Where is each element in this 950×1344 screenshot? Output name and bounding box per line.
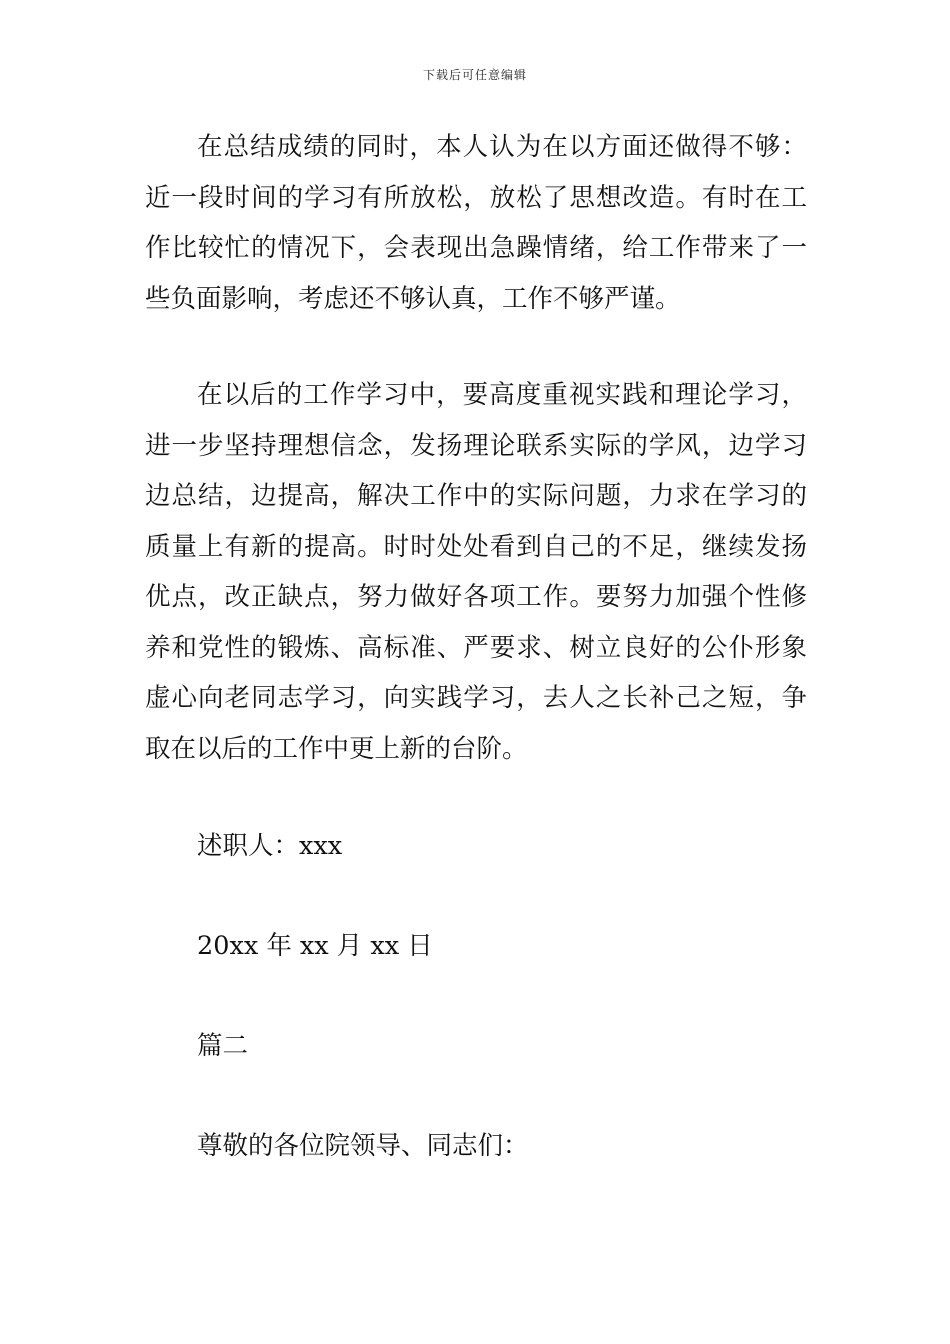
date-line: 20xx 年 xx 月 xx 日 bbox=[197, 931, 433, 961]
section-title: 篇二 bbox=[197, 1031, 249, 1061]
paragraph-shortcomings: 在总结成绩的同时，本人认为在以方面还做得不够：近一段时间的学习有所放松，放松了思想改造。有时在工作比较忙的情况下，会表现出急躁情绪，给工作带来了一些负面影响，考虑还不够认真，工作不够严谨。 bbox=[145, 132, 807, 314]
signer-line: 述职人：xxx bbox=[197, 831, 343, 861]
page-header-note: 下载后可任意编辑 bbox=[422, 68, 527, 82]
paragraph-future-plans: 在以后的工作学习中，要高度重视实践和理论学习，进一步坚持理想信念，发扬理论联系实际的学风，边学习边总结，边提高，解决工作中的实际问题，力求在学习的质量上有新的提高。时时处处看到自己的不足，继续发扬优点，改正缺点，努力做好各项工作。要努力加强个性修养和党性的锻炼、高标准、严要求、树立良好的公仆形象虚心向老同志学习，向实践学习，去人之长补己之短，争取在以后的工作中更上新的台阶。 bbox=[145, 380, 807, 764]
greeting-line: 尊敬的各位院领导、同志们： bbox=[197, 1131, 529, 1161]
